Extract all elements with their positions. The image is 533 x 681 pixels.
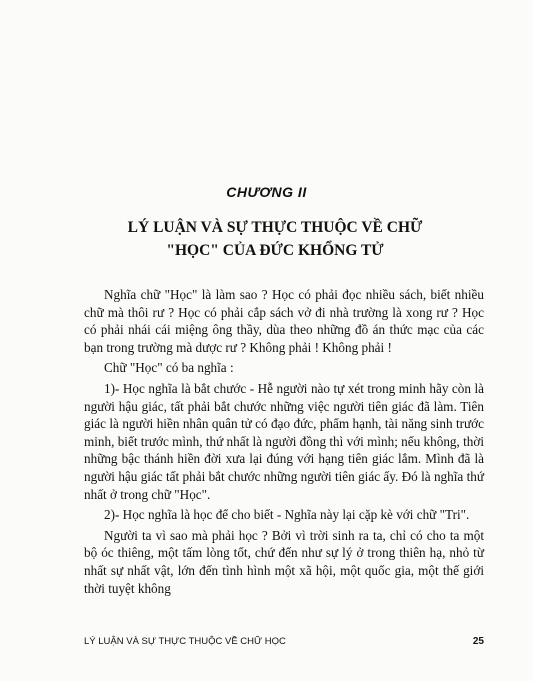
page-footer xyxy=(84,636,484,647)
chapter-heading: CHƯƠNG II xyxy=(226,184,307,200)
paragraph: 2)- Học nghĩa là học để cho biết - Nghĩa này lại cặp kè với chữ "Tri". xyxy=(104,507,470,523)
chapter-title xyxy=(90,216,460,262)
page-number: 25 xyxy=(472,636,484,647)
chapter-title-line-2: "HỌC" CỦA ĐỨC KHỔNG TỬ xyxy=(166,242,384,259)
paragraph: Nghĩa chữ "Học" là làm sao ? Học có phải đọc nhiều sách, biết nhiều chữ mà thôi rư ? Học có phải cắp sách vở đi nhà trường là xong rư ? Học có phải nhái cái miệng ông thầy, dùa theo những đồ án thức mạc của các bạn trong trường mà dược rư ? Không phải ! Không phải ! xyxy=(84,287,484,355)
paragraph: Người ta vì sao mà phải học ? Bởi vì trời sinh ra ta, chỉ có cho ta một bộ óc thiêng, một tấm lòng tốt, chứ đến như sự lý ở trong thiên hạ, nhỏ từ nhất sự nhất vật, lớn đến tình hình một xã hội, một quốc gia, một thế giới thời tuyệt không xyxy=(84,527,484,596)
body-text xyxy=(84,286,484,600)
paragraph: 1)- Học nghĩa là bắt chước - Hễ người nào tự xét trong minh hãy còn là người hậu giác, tất phải bắt chước những việc người tiên giác đã làm. Tiên giác là người hiền nhân quân tử có đạo đức, phẩm hạnh, tài năng sinh trước minh, biết trước mình, thứ nhất là người đồng thì với mình; nếu không, thời những bậc thánh hiền đời xưa lại đúng với hạng tiên giác lắm. Mình đã là người hậu giác tất phải bắt chước những người tiên giác ấy. Đó là nghĩa thứ nhất ở trong chữ "Học". xyxy=(84,380,484,502)
paragraph: Chữ "Học" có ba nghĩa : xyxy=(104,360,234,376)
running-title: LÝ LUẬN VÀ SỰ THỰC THUỘC VỀ CHỮ HỌC xyxy=(84,636,286,647)
chapter-title-line-1: LÝ LUẬN VÀ SỰ THỰC THUỘC VỀ CHỮ xyxy=(127,219,423,236)
